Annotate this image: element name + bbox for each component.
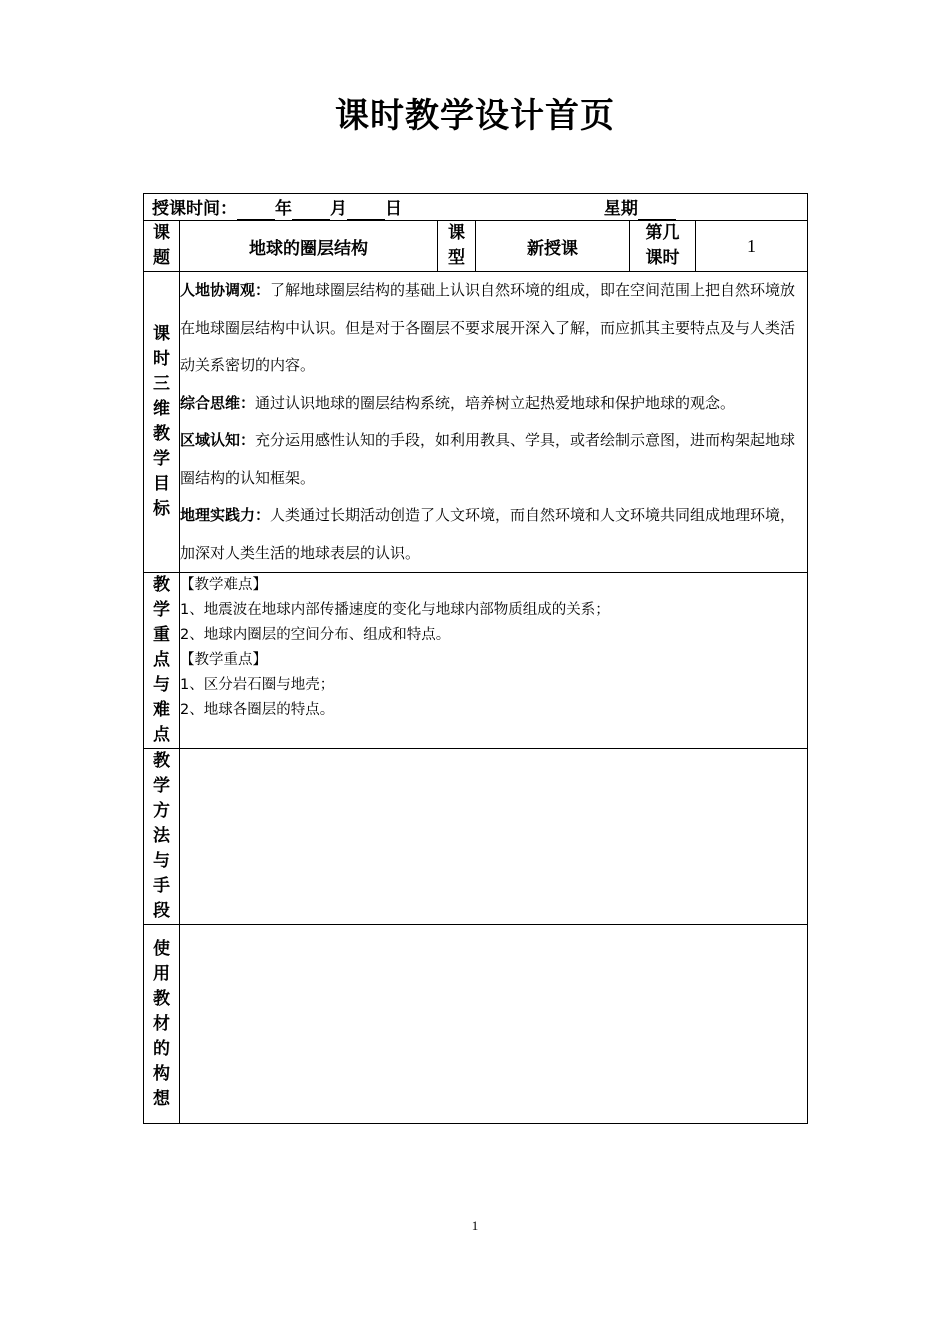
materials-content[interactable]: [180, 925, 808, 1124]
list-item: 2、地球各圈层的特点。: [180, 702, 335, 718]
list-item: 【教学重点】: [180, 652, 267, 668]
objective-item: 区域认知：充分运用感性认知的手段，如利用教具、学具，或者绘制示意图，进而构架起地球圈结构的认知框架。: [180, 431, 796, 487]
weekday-blank[interactable]: [638, 199, 676, 220]
weekday-label: 星期: [603, 199, 638, 219]
list-item: 1、地震波在地球内部传播速度的变化与地球内部物质组成的关系；: [180, 602, 610, 618]
month-blank[interactable]: [292, 199, 330, 220]
month-label: 月: [330, 199, 347, 219]
type-value: 新授课: [476, 221, 630, 272]
list-item: 2、地球内圈层的空间分布、组成和特点。: [180, 627, 451, 643]
methods-content[interactable]: [180, 749, 808, 925]
day-blank[interactable]: [347, 199, 385, 220]
topic-value: 地球的圈层结构: [180, 221, 438, 272]
key-points-label: 教 学 重 点 与 难 点: [144, 573, 180, 749]
list-item: 【教学难点】: [180, 577, 267, 593]
materials-row: [144, 925, 808, 1124]
year-label: 年: [275, 199, 292, 219]
materials-label: 使 用 教 材 的 构 想: [144, 925, 180, 1124]
methods-label: 教 学 方 法 与 手 段: [144, 749, 180, 925]
type-label: 课 型: [438, 221, 476, 272]
methods-row: [144, 749, 808, 925]
key-points-content: [180, 573, 808, 749]
objectives-row: [144, 272, 808, 573]
objectives-content: [180, 272, 808, 573]
objective-item: 地理实践力：人类通过长期活动创造了人文环境，而自然环境和人文环境共同组成地理环境，加深对人类生活的地球表层的认识。: [180, 506, 796, 562]
date-label: 授课时间：: [152, 199, 237, 219]
objective-item: 人地协调观：了解地球圈层结构的基础上认识自然环境的组成，即在空间范围上把自然环境放在地球圈层结构中认识。但是对于各圈层不要求展开深入了解，而应抓其主要特点及与人类活动关系密切的内容。: [180, 281, 796, 374]
period-label: 第几 课时: [630, 221, 696, 272]
lesson-design-table: [143, 193, 808, 1124]
topic-row: [144, 221, 808, 272]
objectives-label: 课 时 三 维 教 学 目 标: [144, 272, 180, 573]
date-row: [144, 194, 808, 221]
key-points-row: [144, 573, 808, 749]
page-title: 课时教学设计首页: [335, 96, 615, 136]
objective-item: 综合思维：通过认识地球的圈层结构系统，培养树立起热爱地球和保护地球的观念。: [180, 393, 736, 412]
year-blank[interactable]: [237, 199, 275, 220]
topic-label: 课 题: [144, 221, 180, 272]
day-label: 日: [385, 199, 402, 219]
period-value: 1: [696, 221, 808, 272]
list-item: 1、区分岩石圈与地壳；: [180, 677, 335, 693]
page-number: 1: [471, 1218, 479, 1233]
